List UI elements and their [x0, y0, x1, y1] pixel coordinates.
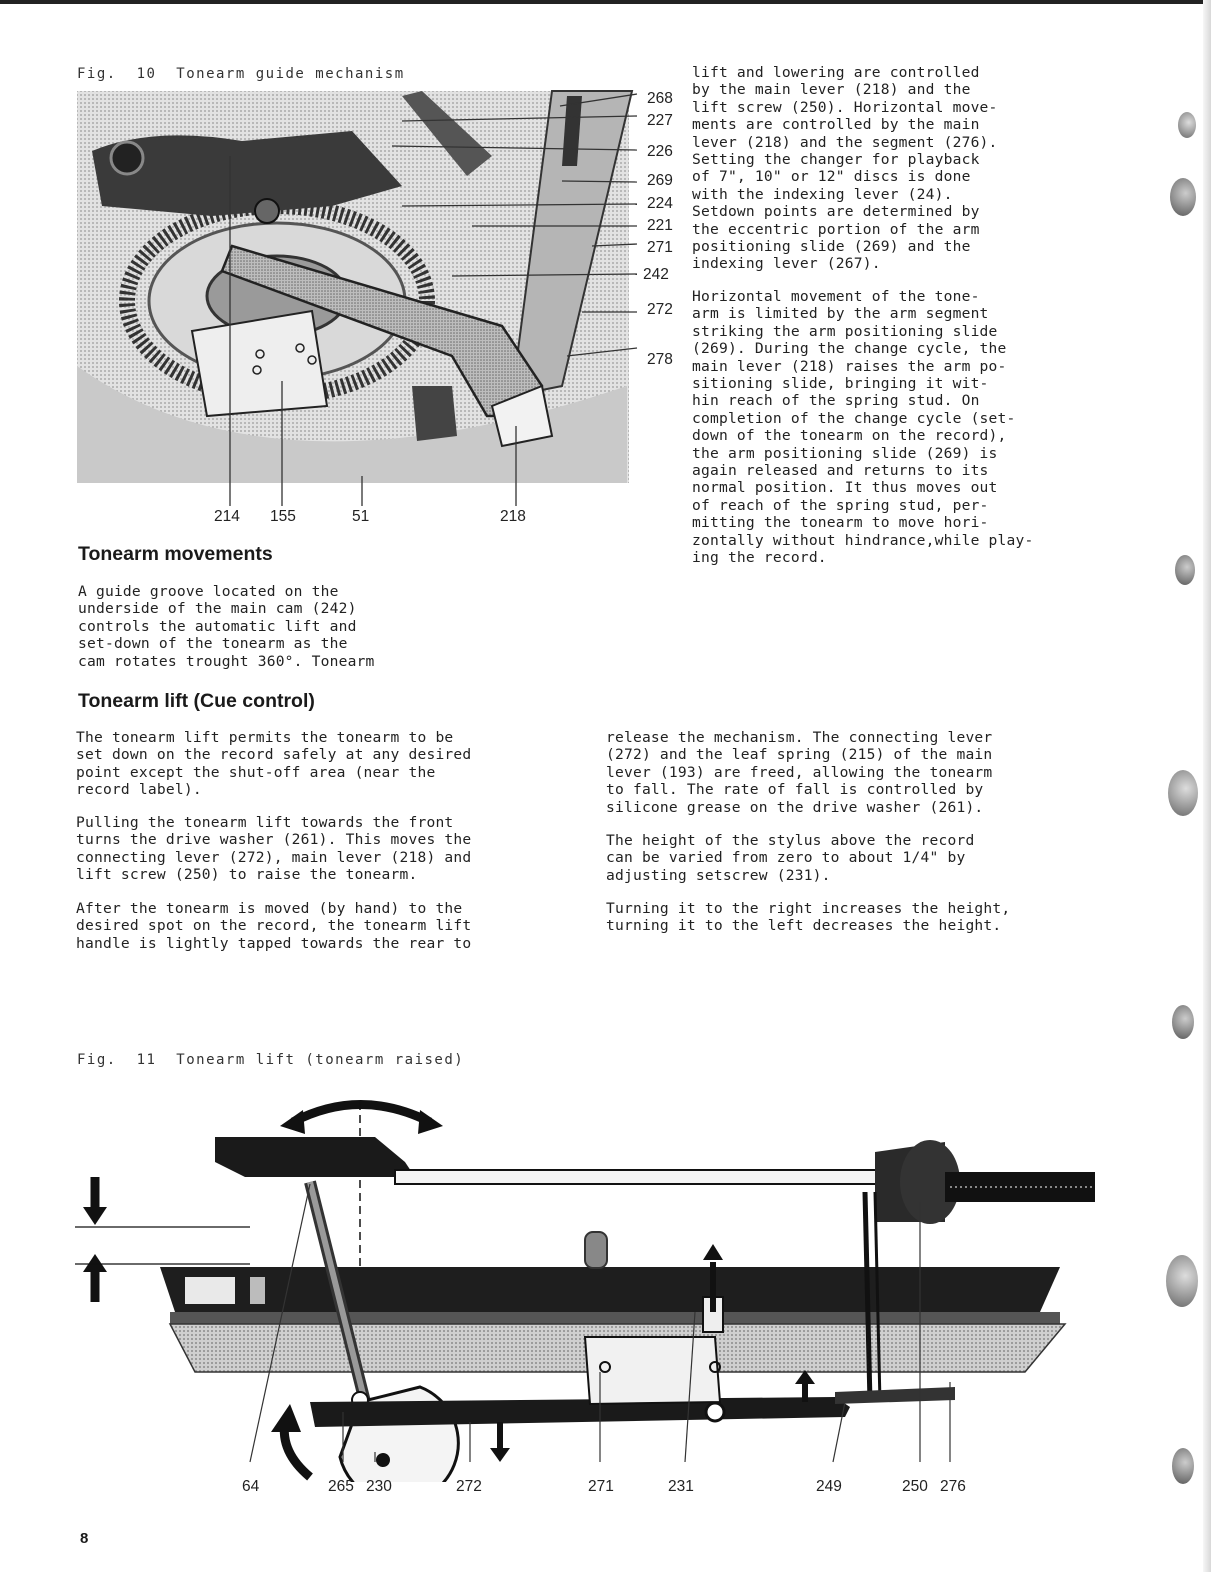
spindle — [585, 1232, 607, 1268]
punch-hole-mark — [1172, 1005, 1194, 1039]
callout-label: 271 — [588, 1478, 614, 1495]
bracket-271 — [585, 1337, 720, 1404]
callout-label: 278 — [647, 351, 673, 368]
callout-label: 226 — [647, 143, 673, 160]
callout-label: 64 — [242, 1478, 260, 1495]
platter — [160, 1267, 1060, 1312]
lift-paragraph-5: The height of the stylus above the record can be varied from zero to about 1/4" by adjusting setscrew (231). — [606, 832, 975, 884]
callout-label: 249 — [816, 1478, 842, 1495]
callout-label: 242 — [643, 266, 669, 283]
lift-paragraph-6: Turning it to the right increases the height, turning it to the left decreases the height. — [606, 900, 1011, 935]
callout-label: 221 — [647, 217, 673, 234]
switch-housing-155 — [192, 311, 327, 416]
horizontal-movement-paragraph: Horizontal movement of the tone- arm is limited by the arm segment striking the arm positioning slide (269). During the change cycle, the main lever (218) raises the arm po- sitioning slide, bringing it wit- hin reach of the spring stud. On completion of the change cycle (set- down of the tonearm on the record), the arm positioning slide (269) is again released and returns to its normal position. It thus moves out of reach of the spring stud, per- mitting the tonearm to move hori- zontally without hindrance,while play- ing the record. — [692, 288, 1034, 567]
callout-label: 276 — [940, 1478, 966, 1495]
callout-label: 230 — [366, 1478, 392, 1495]
callout-label: 155 — [270, 508, 296, 525]
punch-hole-mark — [1178, 112, 1196, 138]
callout-label: 271 — [647, 239, 673, 256]
punch-hole-mark — [1172, 1448, 1194, 1484]
punch-hole-mark — [1166, 1255, 1198, 1307]
section-heading-movements: Tonearm movements — [78, 543, 273, 565]
movements-paragraph: A guide groove located on the underside of the main cam (242) controls the automatic lift and set-down of the tonearm as the cam rotates trought 360°. Tonearm — [78, 583, 375, 670]
lift-paragraph-1: The tonearm lift permits the tonearm to be set down on the record safely at any desired point except the shut-off area (near the record label). — [76, 729, 472, 799]
lift-paragraph-4: release the mechanism. The connecting lever (272) and the leaf spring (215) of the main lever (193) are freed, allowing the tonearm to fall. The rate of fall is controlled by silicone grease on the drive washer (261). — [606, 729, 993, 816]
lift-paragraph-2: Pulling the tonearm lift towards the front turns the drive washer (261). This moves the connecting lever (272), main lever (218) and lift screw (250) to raise the tonearm. — [76, 814, 472, 884]
top-edge-line — [0, 0, 1211, 4]
lift-paragraph-3: After the tonearm is moved (by hand) to the desired spot on the record, the tonearm lift handle is lightly tapped towards the rear to — [76, 900, 472, 952]
page-right-edge — [1203, 0, 1211, 1572]
punch-hole-mark — [1168, 770, 1198, 816]
section-heading-lift: Tonearm lift (Cue control) — [78, 690, 315, 712]
figure-10-caption: Fig. 10 Tonearm guide mechanism — [77, 66, 405, 82]
callout-label: 231 — [668, 1478, 694, 1495]
callout-label: 268 — [647, 90, 673, 107]
tonearm-headshell — [215, 1137, 415, 1177]
callout-label: 272 — [456, 1478, 482, 1495]
figure-11-caption: Fig. 11 Tonearm lift (tonearm raised) — [77, 1052, 465, 1068]
callout-label: 218 — [500, 508, 526, 525]
tonearm-control-paragraph: lift and lowering are controlled by the main lever (218) and the lift screw (250). Horizontal move- ments are controlled by the main lever (218) and the segment (276). Setting the changer for playback of 7", 10" or 12" discs is done with the indexing lever (24). Setdown points are determined by the eccentric portion of the arm positioning slide (269) and the indexing lever (267). — [692, 64, 998, 273]
callout-label: 265 — [328, 1478, 354, 1495]
callout-label: 224 — [647, 195, 673, 212]
spring-stud — [255, 199, 279, 223]
lever-pivot — [111, 142, 143, 174]
connecting-lever-272 — [310, 1397, 850, 1427]
bracket — [412, 386, 457, 441]
figure-10-illustration — [72, 86, 692, 536]
callout-label: 214 — [214, 508, 240, 525]
callout-label: 250 — [902, 1478, 928, 1495]
tonearm-tube — [395, 1170, 955, 1184]
callout-label: 269 — [647, 172, 673, 189]
callout-label: 51 — [352, 508, 370, 525]
horizontal-rotation-arrow — [293, 1105, 430, 1123]
punch-hole-mark — [1170, 178, 1196, 216]
segment-276 — [835, 1387, 955, 1404]
callout-label: 227 — [647, 112, 673, 129]
callout-label: 272 — [647, 301, 673, 318]
page-number: 8 — [80, 1530, 89, 1547]
figure-11-illustration — [75, 1082, 1135, 1482]
punch-hole-mark — [1175, 555, 1195, 585]
